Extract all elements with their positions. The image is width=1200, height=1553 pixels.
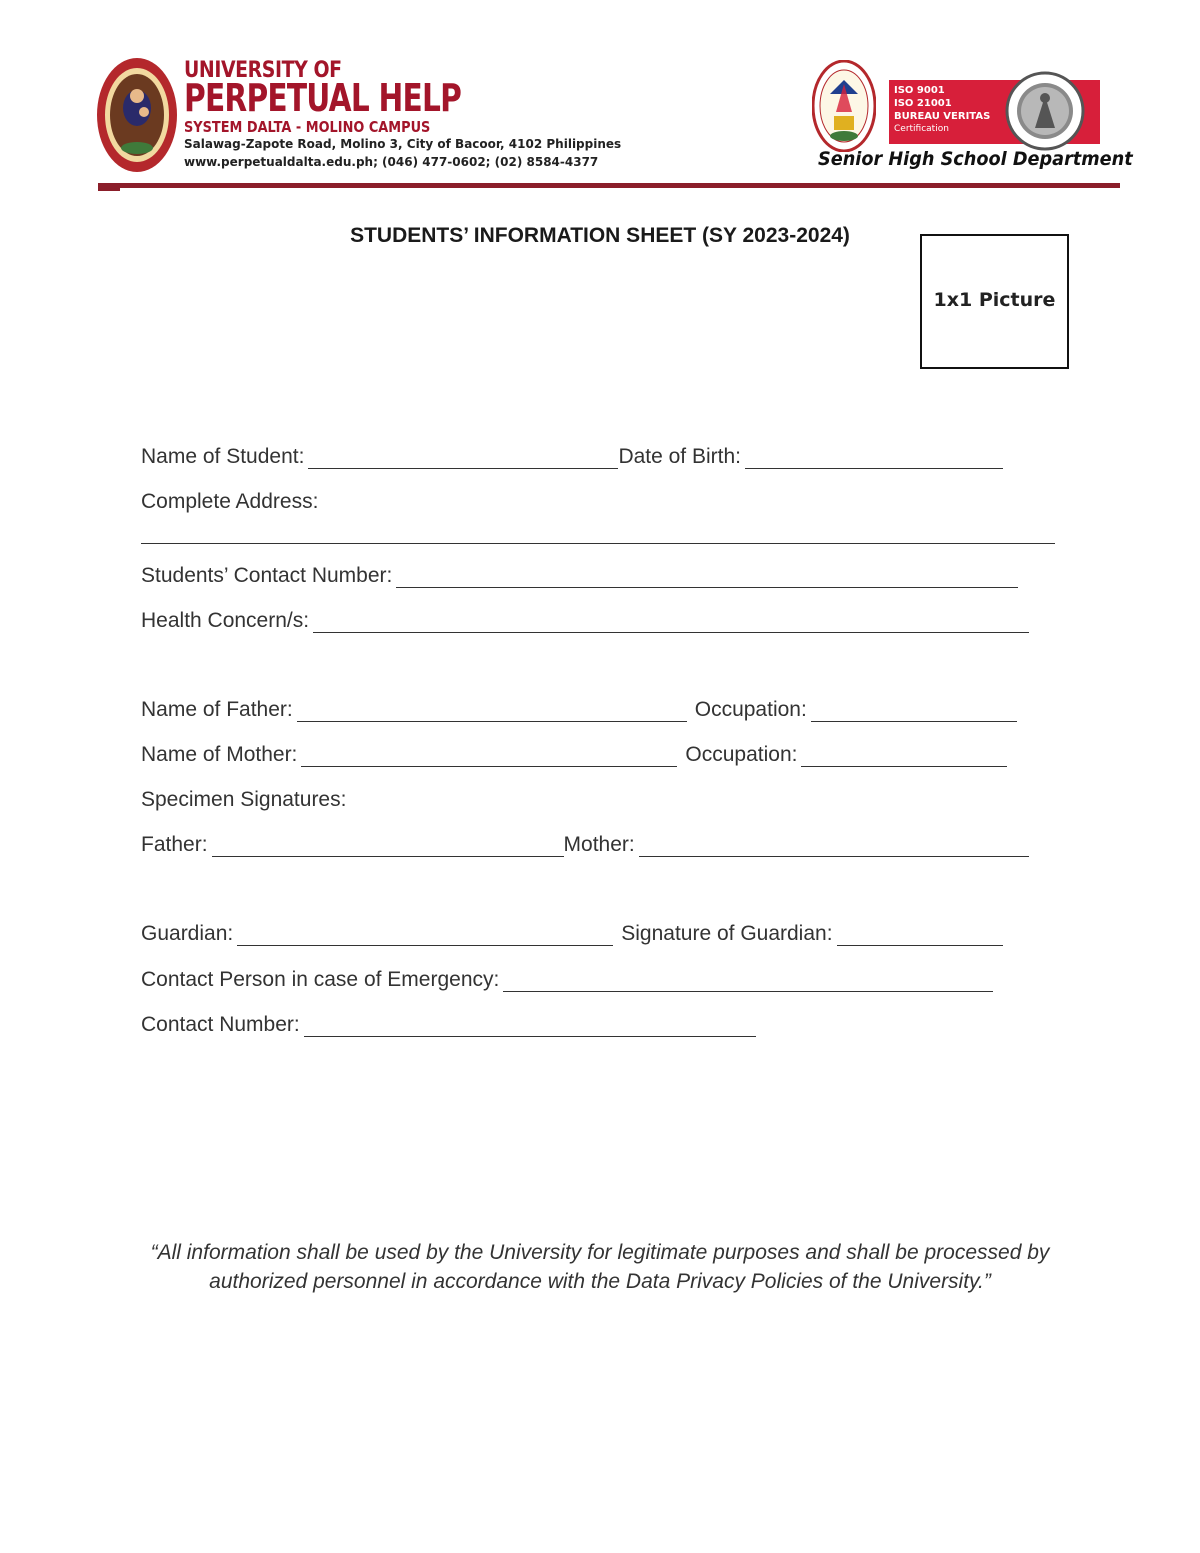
- date-of-birth-field[interactable]: [745, 450, 1003, 469]
- mother-name-label: Name of Mother:: [141, 743, 298, 766]
- page-title-text: STUDENTS’ INFORMATION SHEET (SY 2023-2024): [350, 224, 850, 247]
- iso-line: Certification: [894, 124, 949, 134]
- date-of-birth-label: Date of Birth:: [618, 445, 741, 468]
- specimen-signatures-row: [141, 788, 346, 812]
- student-name-label: Name of Student:: [141, 445, 305, 468]
- health-row: [141, 609, 1029, 633]
- student-contact-field[interactable]: [396, 569, 1018, 588]
- mother-occupation-field[interactable]: [801, 748, 1007, 767]
- student-name-row: [141, 445, 1003, 469]
- header-divider: [98, 183, 1120, 188]
- address-label: Complete Address:: [141, 490, 319, 513]
- mother-occupation-label: Occupation:: [685, 743, 798, 766]
- contact-number-row: [141, 1013, 756, 1037]
- guardian-field[interactable]: [237, 927, 613, 946]
- photo-placeholder-label: 1x1 Picture: [933, 289, 1056, 311]
- university-contact: www.perpetualdalta.edu.ph; (046) 477-0602; (02) 8584-4377: [184, 155, 599, 169]
- father-signature-field[interactable]: [212, 838, 564, 857]
- university-name-line2: PERPETUAL HELP: [184, 76, 462, 120]
- guardian-signature-field[interactable]: [837, 927, 1003, 946]
- mother-row: [141, 743, 1007, 767]
- health-concerns-field[interactable]: [313, 614, 1029, 633]
- university-name-line1: UNIVERSITY OF: [184, 58, 342, 83]
- iso-certification-text: [894, 84, 990, 136]
- emergency-contact-field[interactable]: [503, 973, 993, 992]
- iso-line: ISO 21001: [894, 98, 952, 109]
- contact-number-label: Contact Number:: [141, 1013, 300, 1036]
- mother-name-field[interactable]: [301, 748, 677, 767]
- health-concerns-label: Health Concern/s:: [141, 609, 310, 632]
- iso-line: ISO 9001: [894, 85, 945, 96]
- father-name-label: Name of Father:: [141, 698, 293, 721]
- contact-number-field[interactable]: [304, 1018, 756, 1037]
- university-seal-logo: [96, 56, 178, 174]
- address-line-row: [141, 525, 1055, 544]
- father-name-field[interactable]: [297, 703, 687, 722]
- father-occupation-field[interactable]: [811, 703, 1017, 722]
- department-name: Senior High School Department: [818, 148, 1133, 170]
- shs-seal-logo: [812, 60, 876, 152]
- iso-line: BUREAU VERITAS: [894, 111, 991, 122]
- guardian-label: Guardian:: [141, 922, 234, 945]
- header-divider-accent: [98, 183, 120, 191]
- father-row: [141, 698, 1017, 722]
- student-contact-label: Students’ Contact Number:: [141, 564, 393, 587]
- bureau-veritas-seal-logo: [1005, 68, 1085, 154]
- address-field[interactable]: [141, 525, 1055, 544]
- campus-name: SYSTEM DALTA - MOLINO CAMPUS: [184, 118, 431, 136]
- guardian-row: [141, 922, 1003, 946]
- student-name-field[interactable]: [308, 450, 618, 469]
- privacy-notice: “All information shall be used by the University for legitimate purposes and shall be processed by authorized personnel in accordance with the Data Privacy Policies of the University.”: [150, 1241, 1050, 1293]
- parent-signatures-row: [141, 833, 1029, 857]
- address-row: [141, 490, 318, 514]
- guardian-signature-label: Signature of Guardian:: [621, 922, 833, 945]
- university-address: Salawag-Zapote Road, Molino 3, City of Bacoor, 4102 Philippines: [184, 137, 622, 151]
- father-signature-label: Father:: [141, 833, 208, 856]
- father-occupation-label: Occupation:: [694, 698, 807, 721]
- emergency-contact-row: [141, 968, 993, 992]
- mother-signature-label: Mother:: [563, 833, 635, 856]
- emergency-contact-label: Contact Person in case of Emergency:: [141, 968, 500, 991]
- student-contact-row: [141, 564, 1018, 588]
- mother-signature-field[interactable]: [639, 838, 1029, 857]
- specimen-signatures-label: Specimen Signatures:: [141, 788, 347, 811]
